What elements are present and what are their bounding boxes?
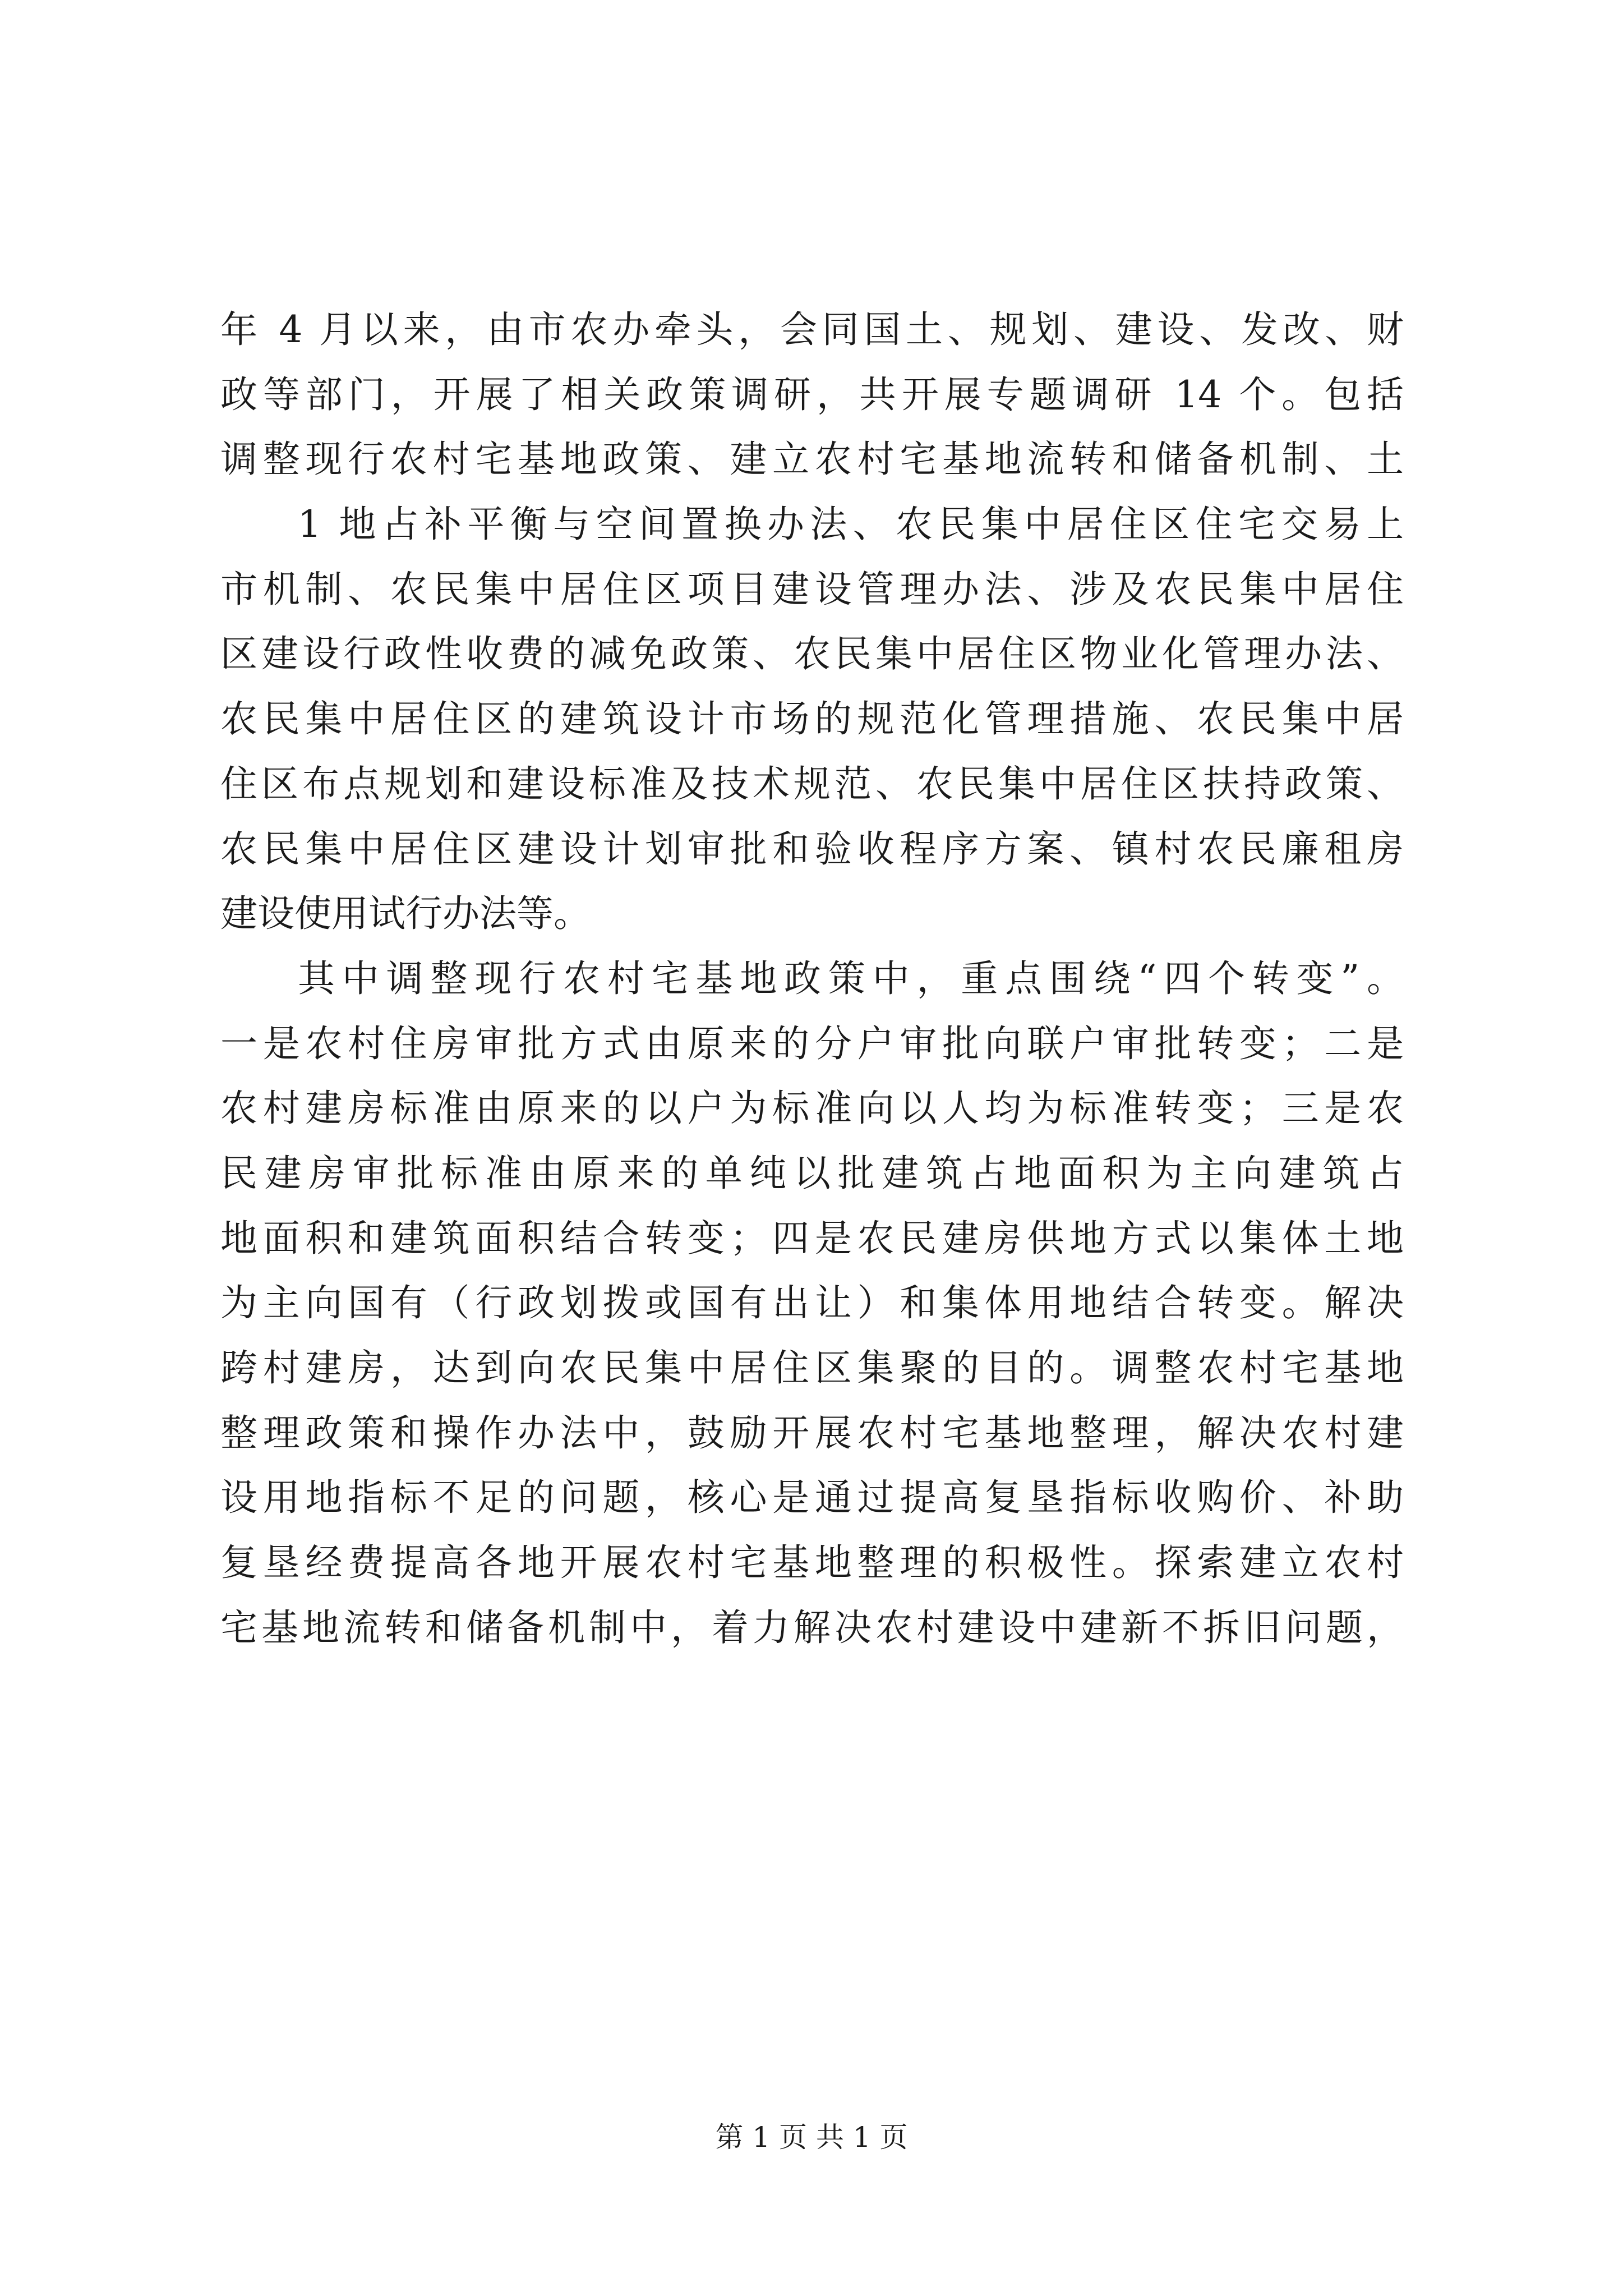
text-line: 一是农村住房审批方式由原来的分户审批向联户审批转变；二是	[220, 1022, 1404, 1065]
text-line: 宅基地流转和储备机制中，着力解决农村建设中建新不拆旧问题，	[220, 1605, 1404, 1649]
text-line: 整理政策和操作办法中，鼓励开展农村宅基地整理，解决农村建	[220, 1411, 1404, 1455]
text-line: 设用地指标不足的问题，核心是通过提高复垦指标收购价、补助	[220, 1476, 1404, 1520]
text-line: 政等部门，开展了相关政策调研，共开展专题调研 14 个。包括	[220, 372, 1404, 416]
text-line: 为主向国有（行政划拨或国有出让）和集体用地结合转变。解决	[220, 1281, 1404, 1325]
text-line: 农民集中居住区建设计划审批和验收程序方案、镇村农民廉租房	[220, 827, 1404, 871]
text-line: 其中调整现行农村宅基地政策中，重点围绕“四个转变”。	[298, 956, 1404, 1000]
text-line: 年 4 月以来，由市农办牵头，会同国土、规划、建设、发改、财	[220, 308, 1404, 351]
text-line: 农民集中居住区的建筑设计市场的规范化管理措施、农民集中居	[220, 697, 1404, 741]
page-number-footer: 第 1 页 共 1 页	[715, 2121, 908, 2154]
text-line: 复垦经费提高各地开展农村宅基地整理的积极性。探索建立农村	[220, 1541, 1404, 1585]
text-line: 1 地占补平衡与空间置换办法、农民集中居住区住宅交易上	[298, 503, 1404, 546]
document-body	[220, 297, 1404, 1660]
text-line: 市机制、农民集中居住区项目建设管理办法、涉及农民集中居住	[220, 567, 1404, 611]
text-line: 住区布点规划和建设标准及技术规范、农民集中居住区扶持政策、	[220, 762, 1404, 806]
text-line: 农村建房标准由原来的以户为标准向以人均为标准转变；三是农	[220, 1087, 1404, 1130]
text-line: 区建设行政性收费的减免政策、农民集中居住区物业化管理办法、	[220, 632, 1404, 676]
text-line: 民建房审批标准由原来的单纯以批建筑占地面积为主向建筑占	[220, 1151, 1404, 1195]
text-line: 调整现行农村宅基地政策、建立农村宅基地流转和储备机制、土	[220, 438, 1404, 481]
text-line: 建设使用试行办法等。	[220, 892, 591, 936]
text-line: 地面积和建筑面积结合转变；四是农民建房供地方式以集体土地	[220, 1216, 1404, 1260]
text-line: 跨村建房，达到向农民集中居住区集聚的目的。调整农村宅基地	[220, 1346, 1404, 1389]
